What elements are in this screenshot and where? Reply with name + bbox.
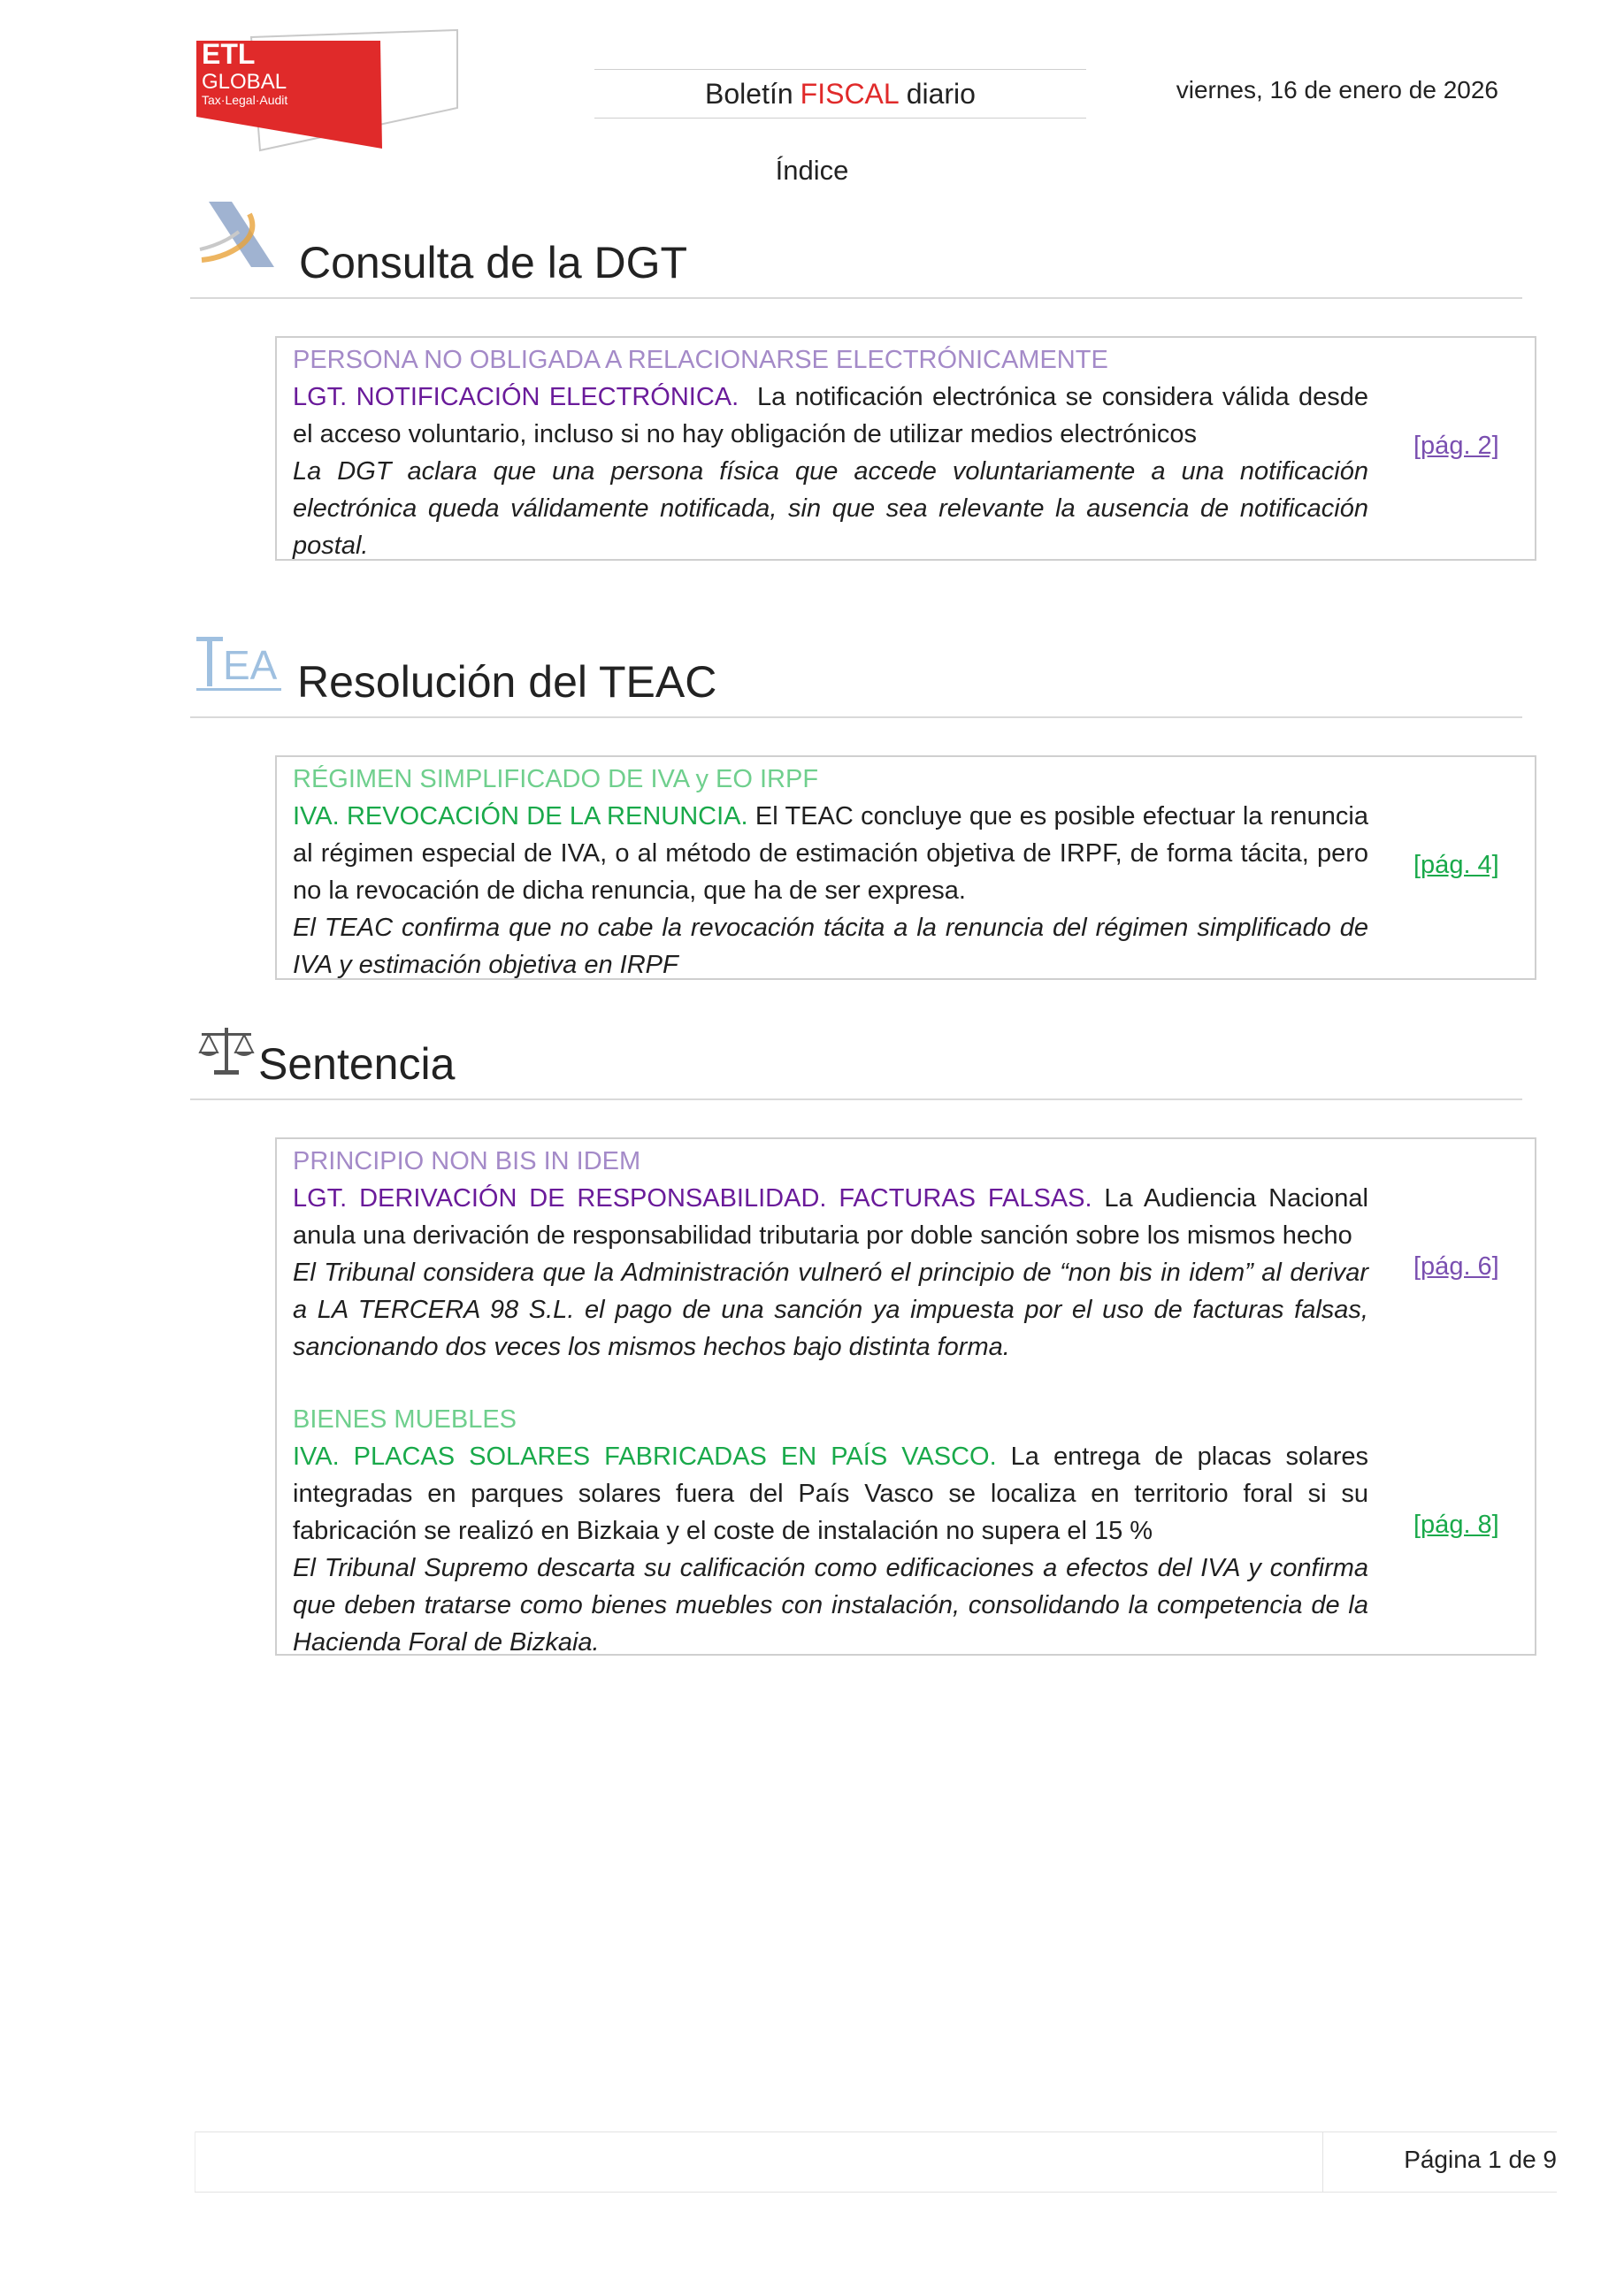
entry-box-teac <box>275 755 1536 980</box>
svg-text:GLOBAL: GLOBAL <box>202 70 287 94</box>
entry-dgt-1 <box>293 341 1368 564</box>
entry-category: PRINCIPIO NON BIS IN IDEM <box>293 1147 641 1175</box>
entry-category: PERSONA NO OBLIGADA A RELACIONARSE ELECTRÓNICAMENTE <box>293 346 1108 374</box>
page-link[interactable]: [pág. 6] <box>1413 1252 1499 1281</box>
footer-bottom-border <box>195 2192 1557 2193</box>
entry-description: La entrega de placas solares integradas en parques solares fuera del País Vasco se localiza en territorio foral si su fabricación se realizó en Bizkaia y el coste de instalación no supera el 15 % <box>293 1443 1368 1545</box>
section-divider <box>190 716 1522 718</box>
entry-category: RÉGIMEN SIMPLIFICADO DE IVA y EO IRPF <box>293 765 819 793</box>
entry-summary: La DGT aclara que una persona física que accede voluntariamente a una notificación electrónica queda válidamente notificada, sin que sea relevante la ausencia de notificación postal. <box>293 457 1368 560</box>
page-link[interactable]: [pág. 2] <box>1413 432 1499 460</box>
bulletin-date: viernes, 16 de enero de 2026 <box>1176 76 1498 103</box>
bulletin-suffix: diario <box>906 77 976 110</box>
entry-description: El TEAC concluye que es posible efectuar la renuncia al régimen especial de IVA, o al método de estimación objetiva de IRPF, de forma tácita, pero no la revocación de dicha renuncia, que ha de ser expresa. <box>293 802 1368 905</box>
entry-sentencia-1 <box>293 1143 1368 1366</box>
entry-summary: El Tribunal Supremo descarta su calificación como edificaciones a efectos del IVA y confirma que deben tratarse como bienes muebles con instalación, consolidando la competencia de la Hacienda Foral de Bizkaia. <box>293 1554 1368 1657</box>
entry-teac-1 <box>293 761 1368 983</box>
footer-top-border <box>195 2131 1557 2132</box>
section-divider <box>190 1098 1522 1100</box>
svg-text:ETL: ETL <box>202 38 256 70</box>
page-link[interactable]: [pág. 8] <box>1413 1511 1499 1539</box>
teac-icon <box>196 633 281 695</box>
entry-summary: El TEAC confirma que no cabe la revocación tácita a la renuncia del régimen simplificado de IVA y estimación objetiva en IRPF <box>293 914 1368 979</box>
entry-lead: LGT. DERIVACIÓN DE RESPONSABILIDAD. FACTURAS FALSAS. <box>293 1184 1092 1213</box>
index-title: Índice <box>775 155 849 186</box>
svg-text:EA: EA <box>223 642 278 688</box>
section-divider <box>190 297 1522 299</box>
entry-sentencia-2 <box>293 1401 1368 1661</box>
section-title-dgt: Consulta de la DGT <box>299 238 688 287</box>
section-title-sentencia: Sentencia <box>258 1039 456 1089</box>
entry-box-dgt <box>275 336 1536 561</box>
section-title-teac: Resolución del TEAC <box>297 657 717 707</box>
entry-lead: IVA. REVOCACIÓN DE LA RENUNCIA. <box>293 802 748 830</box>
svg-text:Tax·Legal·Audit: Tax·Legal·Audit <box>202 93 288 107</box>
entry-category: BIENES MUEBLES <box>293 1405 517 1434</box>
bulletin-title <box>594 69 1086 119</box>
page-link[interactable]: [pág. 4] <box>1413 851 1499 879</box>
page-number: Página 1 de 9 <box>1404 2146 1557 2173</box>
scales-of-justice-icon <box>198 1024 255 1079</box>
entry-lead: LGT. NOTIFICACIÓN ELECTRÓNICA. <box>293 383 739 411</box>
entry-box-sentencia <box>275 1137 1536 1656</box>
entry-summary: El Tribunal considera que la Administración vulneró el principio de “non bis in idem” al derivar a LA TERCERA 98 S.L. el pago de una sanción ya impuesta por el uso de facturas falsas, sancionando dos veces los mismos hechos bajo distinta forma. <box>293 1259 1368 1361</box>
bulletin-prefix: Boletín <box>705 77 793 110</box>
bulletin-accent: FISCAL <box>800 77 900 110</box>
agencia-tributaria-icon <box>196 196 283 278</box>
entry-description: La Audiencia Nacional anula una derivación de responsabilidad tributaria por doble sanción sobre los mismos hecho <box>293 1184 1368 1250</box>
entry-description: La notificación electrónica se considera válida desde el acceso voluntario, incluso si no hay obligación de utilizar medios electrónicos <box>293 383 1368 448</box>
etl-global-logo <box>196 28 462 152</box>
entry-lead: IVA. PLACAS SOLARES FABRICADAS EN PAÍS VASCO. <box>293 1443 997 1471</box>
